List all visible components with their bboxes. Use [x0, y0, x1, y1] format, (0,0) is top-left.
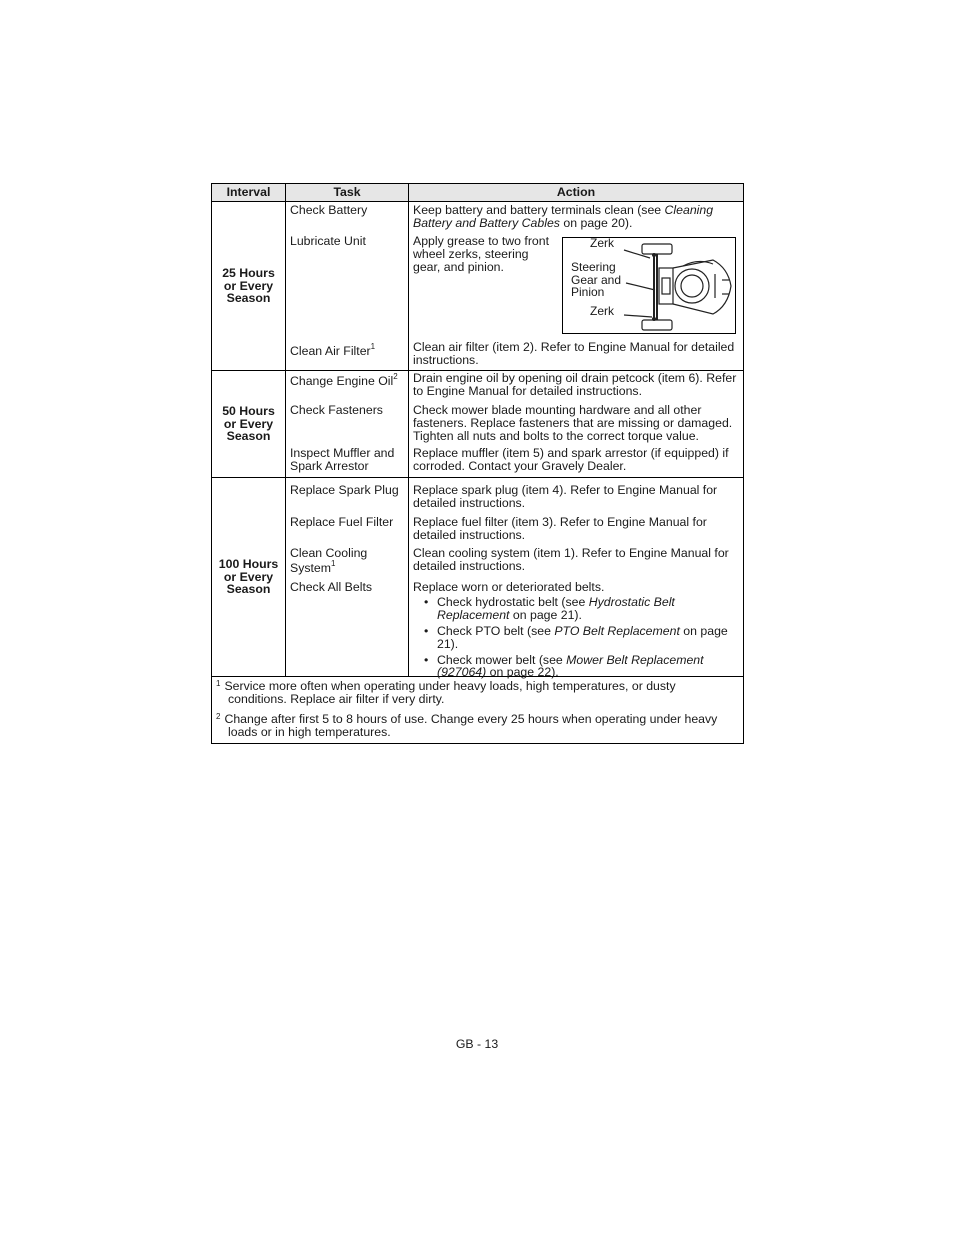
list-item: • Check hydrostatic belt (see Hydrostatic Belt Replacement on page 21).	[437, 596, 737, 622]
header-task: Task	[285, 184, 408, 202]
footnotes	[212, 677, 743, 743]
action-column	[408, 202, 743, 370]
action-text: Check mower blade mounting hardware and all other fasteners. Replace fasteners that are missing or damaged. Tighten all nuts and bolts to the correct torque value.	[413, 403, 733, 443]
action-text: Clean air filter (item 2). Refer to Engine Manual for detailed instructions.	[413, 340, 735, 367]
task-label: Clean Air Filter$^1$	[290, 342, 376, 358]
list-item: • Check PTO belt (see PTO Belt Replacement on page 21).	[437, 625, 737, 651]
task-label: Lubricate Unit	[290, 234, 366, 248]
action-text: Drain engine oil by opening oil drain petcock (item 6). Refer to Engine Manual for detailed instructions.	[413, 371, 737, 398]
action-column	[408, 478, 743, 680]
task-label: Replace Spark Plug	[290, 483, 399, 497]
group-100-hours	[212, 478, 743, 680]
action-text: Replace worn or deteriorated belts. • Check hydrostatic belt (see Hydrostatic Belt Replacement on page 21). • Check PTO belt (see PTO Belt Replacement on page 21). • Check mower belt (see Mower Belt Replacement (927064) on page 22).	[413, 581, 737, 682]
table-header	[212, 184, 743, 202]
mower-front-drawing	[563, 238, 735, 333]
task-label: Inspect Muffler and Spark Arrestor	[290, 446, 395, 473]
task-label: Clean Cooling System$^1$	[290, 546, 368, 575]
interval-cell: 100 Hours or Every Season	[218, 556, 279, 597]
footnote-ref: 1	[370, 342, 376, 351]
header-interval: Interval	[212, 184, 285, 202]
figure-label-zerk-top: Zerk	[590, 236, 614, 250]
task-label: Check All Belts	[290, 580, 373, 594]
action-text: Replace spark plug (item 4). Refer to Engine Manual for detailed instructions.	[413, 483, 718, 510]
action-text: Replace muffler (item 5) and spark arrestor (if equipped) if corroded. Contact your Gravely Dealer.	[413, 446, 729, 473]
list-item: • Check mower belt (see Mower Belt Replacement (927064) on page 22).	[437, 654, 737, 680]
task-label: Check Fasteners	[290, 403, 383, 417]
task-label: Replace Fuel Filter	[290, 515, 394, 529]
footnote-ref: 1	[331, 558, 336, 568]
interval-cell: 25 Hours or Every Season	[222, 265, 275, 306]
action-text: Keep battery and battery terminals clean (see Cleaning Battery and Battery Cables on page 20).	[413, 203, 714, 230]
task-column	[285, 371, 408, 477]
header-action: Action	[408, 184, 743, 202]
action-text: Apply grease to two front wheel zerks, steering gear, and pinion.	[413, 234, 550, 274]
group-25-hours	[212, 202, 743, 371]
maintenance-table	[211, 183, 744, 744]
interval-cell: 50 Hours or Every Season	[222, 403, 275, 444]
page-number: GB - 13	[455, 1037, 499, 1051]
task-label: Change Engine Oil$^2$	[290, 372, 398, 388]
footnote: $^1$ Service more often when operating under heavy loads, high temperatures, or dusty conditions. Replace air filter if very dirty.	[216, 679, 676, 706]
action-text: Clean cooling system (item 1). Refer to Engine Manual for detailed instructions.	[413, 546, 729, 573]
belt-checklist	[413, 596, 737, 679]
task-label: Check Battery	[290, 203, 368, 217]
action-text: Replace fuel filter (item 3). Refer to Engine Manual for detailed instructions.	[413, 515, 707, 542]
task-column	[285, 478, 408, 676]
figure-label-steering: Steering Gear and Pinion	[571, 260, 622, 300]
figure-label-zerk-bottom: Zerk	[590, 304, 614, 318]
lubrication-diagram	[562, 237, 736, 334]
group-50-hours	[212, 371, 743, 478]
action-column	[408, 371, 743, 477]
footnote-ref: 2	[393, 372, 398, 381]
footnote: $^2$ Change after first 5 to 8 hours of use. Change every 25 hours when operating under heavy loads or in high temperatures.	[216, 711, 718, 739]
task-column	[285, 202, 408, 370]
